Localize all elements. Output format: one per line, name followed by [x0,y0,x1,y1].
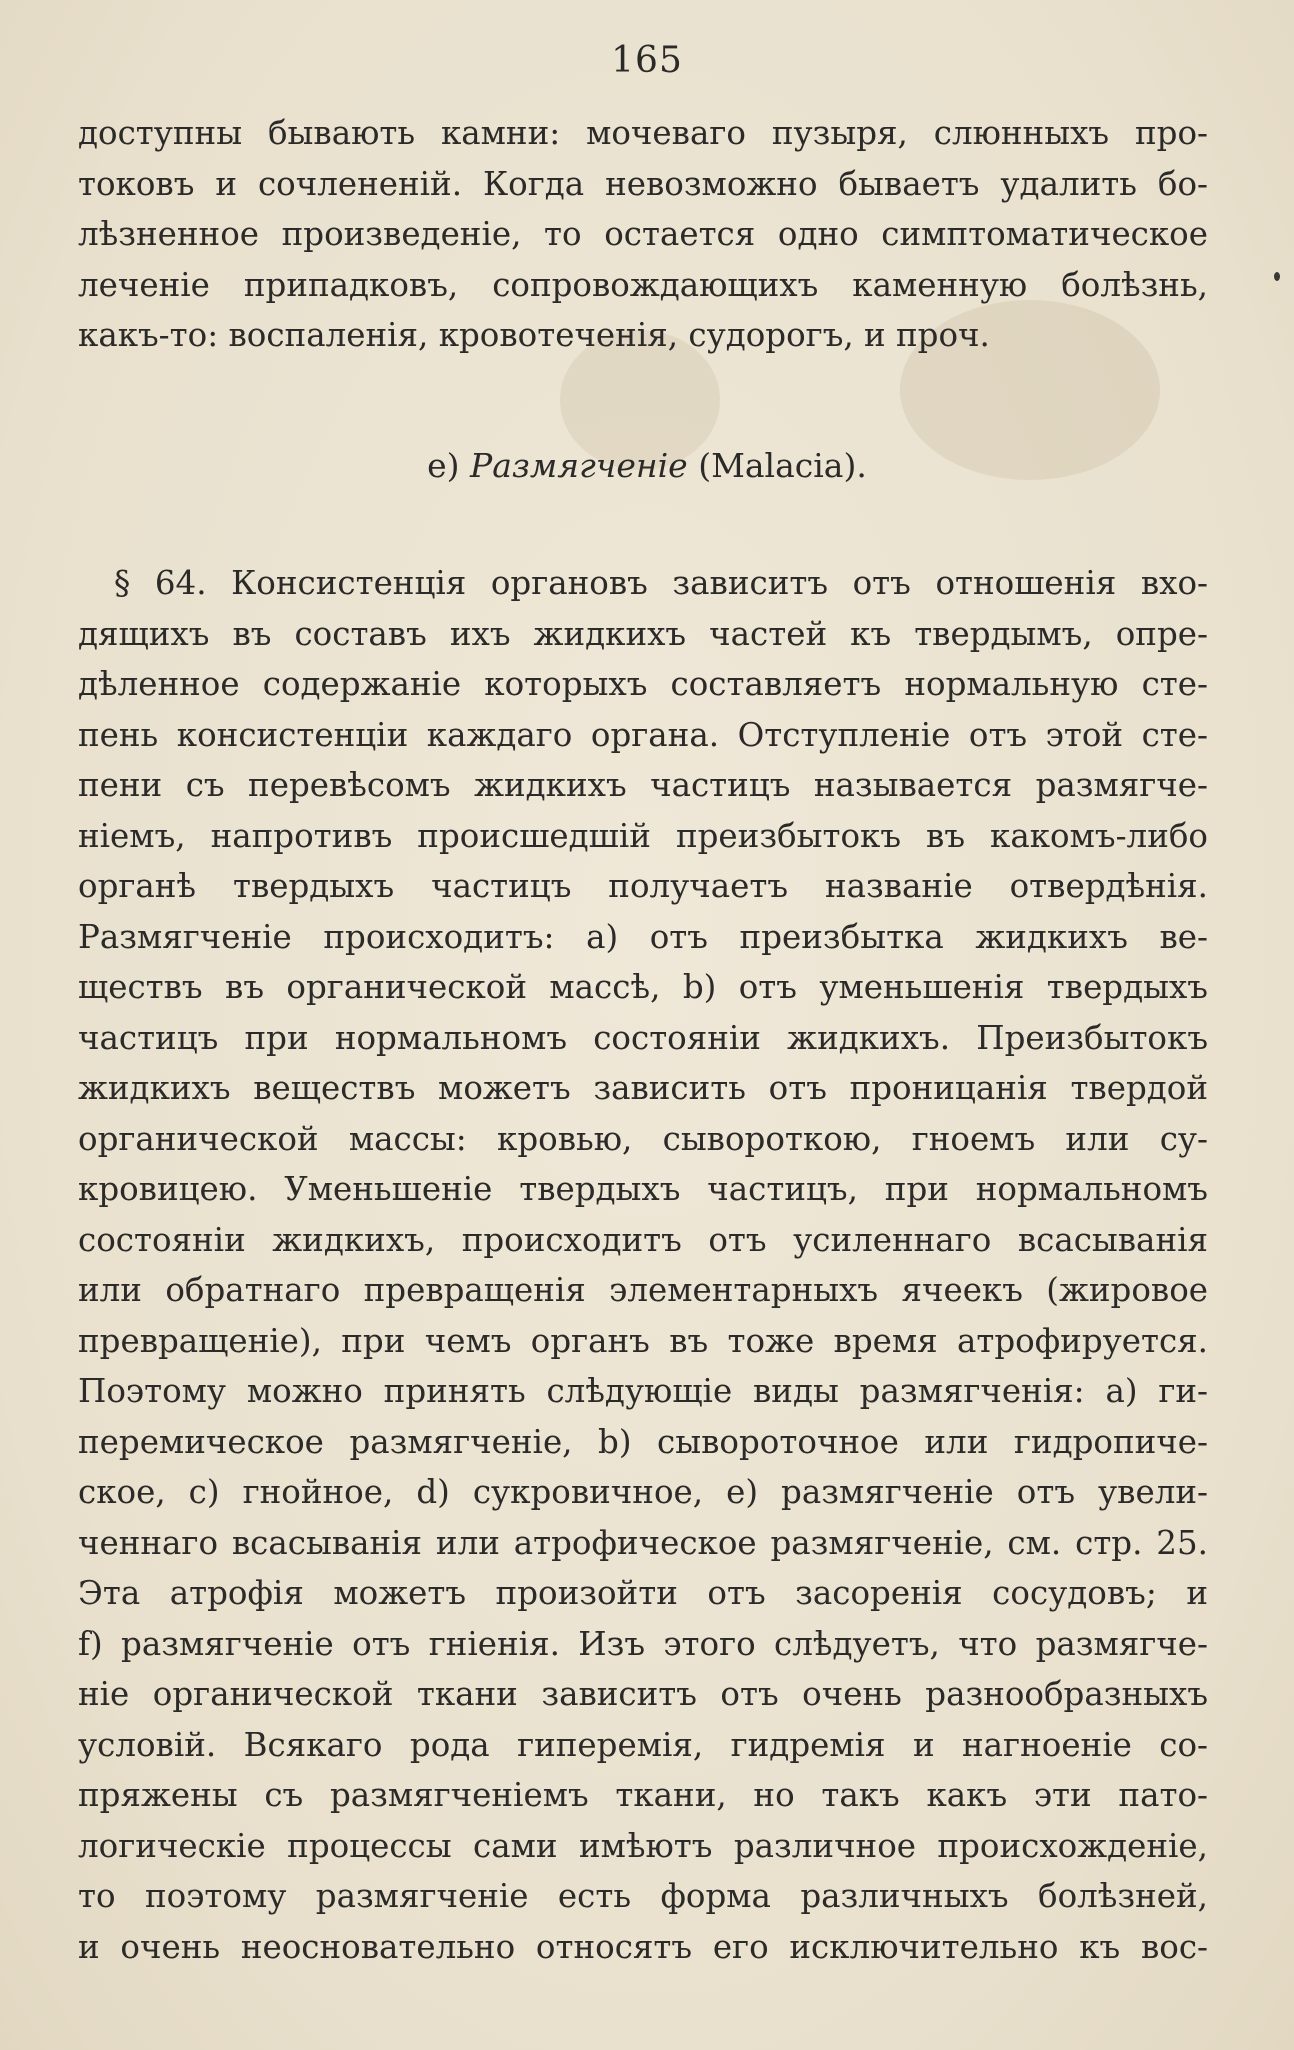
section-heading [0,441,1294,491]
text-line: состояніи жидкихъ, происходитъ отъ усиленнаго всасыванія [78,1220,1208,1259]
text-line: пени съ перевѣсомъ жидкихъ частицъ называется размягче- [78,766,1208,804]
text-line: § 64. Консистенція органовъ зависитъ отъ отношенія вхо- [114,564,1208,602]
text-line: пень консистенціи каждаго органа. Отступленіе отъ этой сте- [78,715,1208,754]
text-line: условій. Всякаго рода гиперемія, гидремія и нагноеніе со- [78,1725,1208,1764]
text-line: f) размягченіе отъ гніенія. Изъ этого слѣдуетъ, что размягче- [78,1624,1208,1663]
text-line: дѣленное содержаніе которыхъ составляетъ нормальную сте- [78,665,1208,703]
text-line: леченіе припадковъ, сопровождающихъ каменную болѣзнь, [78,265,1208,304]
text-line: токовъ и сочлененій. Когда невозможно бываетъ удалить бо- [78,164,1208,203]
text-line: превращеніе), при чемъ органъ въ тоже время атрофируется. [78,1321,1208,1360]
page-number: 165 [611,40,683,81]
text-line: ніемъ, напротивъ происшедшій преизбытокъ въ какомъ-либо [78,816,1208,855]
text-line: Эта атрофія можетъ произойти отъ засоренія сосудовъ; и [78,1574,1208,1612]
text-line: пряжены съ размягченіемъ ткани, но такъ какъ эти пато- [78,1776,1208,1814]
text-line: логическіе процессы сами имѣютъ различное происхожденіе, [78,1826,1208,1865]
text-line: ченнаго всасыванія или атрофическое размягченіе, см. стр. 25. [78,1523,1208,1562]
text-line: органической массы: кровью, сывороткою, гноемъ или су- [78,1119,1208,1158]
text-line: частицъ при нормальномъ состояніи жидкихъ. Преизбытокъ [78,1018,1208,1057]
text-line: лѣзненное произведеніе, то остается одно симптоматическое [78,215,1208,253]
text-line: или обратнаго превращенія элементарныхъ ячеекъ (жировое [78,1271,1208,1309]
text-line: ніе органической ткани зависитъ отъ очень разнообразныхъ [78,1675,1208,1713]
text-line: то поэтому размягченіе есть форма различныхъ болѣзней, [78,1877,1208,1915]
text-line: какъ-то: воспаленія, кровотеченія, судорогъ, и проч. [78,316,990,354]
section-latin-name: (Malacia). [698,446,867,485]
paragraph-64 [78,558,1208,1972]
text-line: ское, c) гнойное, d) сукровичное, e) размягченіе отъ увели- [78,1473,1208,1511]
text-line: доступны бывають камни: мочеваго пузыря, слюнныхъ про- [78,114,1208,152]
ink-speck [1274,272,1280,281]
paragraph-continuation [78,108,1208,361]
text-line: жидкихъ веществъ можетъ зависить отъ проницанія твердой [78,1069,1208,1107]
section-title: Размягченіе [470,446,688,485]
text-line: Размягченіе происходитъ: a) отъ преизбытка жидкихъ ве- [78,917,1208,956]
text-line: и очень неосновательно относятъ его исключительно къ вос- [78,1927,1208,1966]
text-line: кровицею. Уменьшеніе твердыхъ частицъ, при нормальномъ [78,1170,1208,1208]
section-letter: e) [427,446,460,485]
text-line: органѣ твердыхъ частицъ получаетъ названіе отвердѣнія. [78,867,1208,905]
text-line: дящихъ въ составъ ихъ жидкихъ частей къ твердымъ, опре- [78,614,1208,653]
text-line: перемическое размягченіе, b) сывороточное или гидропиче- [78,1422,1208,1461]
text-line: ществъ въ органической массѣ, b) отъ уменьшенія твердыхъ [78,968,1208,1006]
text-line: Поэтому можно принять слѣдующіе виды размягченія: a) ги- [78,1372,1208,1410]
